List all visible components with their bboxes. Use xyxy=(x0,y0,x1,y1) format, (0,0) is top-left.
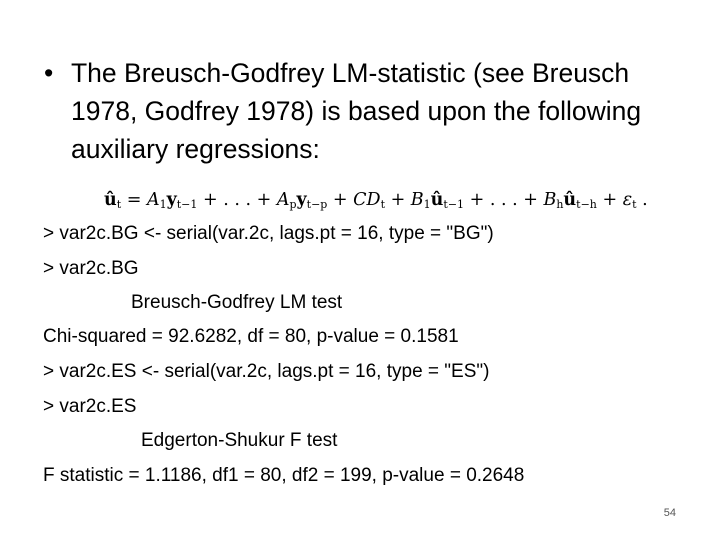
eq-b1-sub: 1 xyxy=(423,198,431,211)
auxiliary-regression-equation xyxy=(104,182,684,218)
eq-equals: = xyxy=(121,190,147,210)
eq-bh: B xyxy=(543,190,557,210)
bullet-icon: • xyxy=(44,58,54,88)
eq-u1: û xyxy=(430,190,444,210)
eq-yp: y xyxy=(296,190,307,210)
code-line-bg-call: > var2c.BG <- serial(var.2c, lags.pt = 16, type = "BG") xyxy=(43,223,494,244)
eq-ap: A xyxy=(276,190,290,210)
code-line-es-print: > var2c.ES xyxy=(43,396,137,417)
eq-y1-sub: t−1 xyxy=(176,198,198,211)
eq-a1-sub: 1 xyxy=(159,198,167,211)
eq-a1: A xyxy=(146,190,160,210)
eq-epsilon: ε xyxy=(622,190,633,210)
bullet-text: The Breusch-Godfrey LM-statistic (see Breusch 1978, Godfrey 1978) is based upon the following auxiliary regressions: xyxy=(71,58,642,164)
code-line-es-title: Edgerton-Shukur F test xyxy=(141,430,338,451)
eq-bh-sub: h xyxy=(556,198,564,211)
code-line-bg-print: > var2c.BG xyxy=(43,258,139,279)
eq-uh-sub: t−h xyxy=(576,198,597,211)
code-line-es-result: F statistic = 1.1186, df1 = 80, df2 = 199, p-value = 0.2648 xyxy=(43,465,525,486)
bullet-item xyxy=(44,54,694,168)
eq-b1: B xyxy=(410,190,424,210)
eq-uh: û xyxy=(563,190,577,210)
eq-u1-sub: t−1 xyxy=(443,198,465,211)
eq-plus-3: + xyxy=(385,190,411,210)
eq-lhs: û xyxy=(104,190,117,210)
code-line-bg-title: Breusch-Godfrey LM test xyxy=(131,292,343,313)
eq-yp-sub: t−p xyxy=(306,198,328,211)
eq-ap-sub: p xyxy=(289,198,297,211)
eq-cd: CD xyxy=(353,190,381,210)
eq-end: . xyxy=(636,190,648,210)
page-number: 54 xyxy=(663,507,676,519)
bullet-block xyxy=(44,54,694,168)
eq-plus-dots-2: + . . . + xyxy=(464,190,544,210)
eq-plus-dots-1: + . . . + xyxy=(197,190,277,210)
eq-plus-5: + xyxy=(596,190,623,210)
eq-lhs-sub: t xyxy=(116,198,122,211)
eq-cd-sub: t xyxy=(380,198,385,211)
eq-plus-2: + xyxy=(327,190,354,210)
code-line-bg-result: Chi-squared = 92.6282, df = 80, p-value = 0.1581 xyxy=(43,326,459,347)
code-line-es-call: > var2c.ES <- serial(var.2c, lags.pt = 16, type = "ES") xyxy=(43,361,490,382)
eq-y1: y xyxy=(166,190,177,210)
eq-epsilon-sub: t xyxy=(632,198,637,211)
